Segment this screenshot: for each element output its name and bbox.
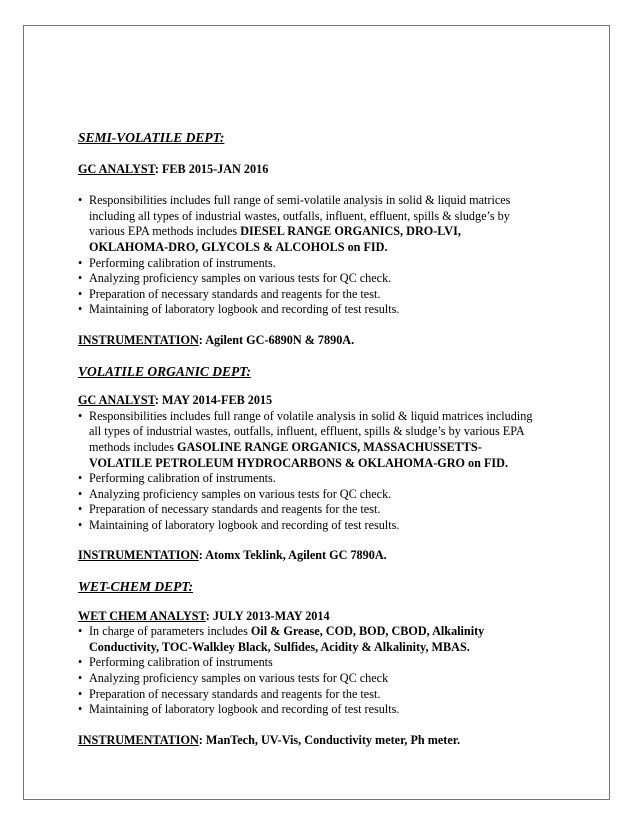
role-line — [78, 393, 543, 409]
list-item: • Performing calibration of instruments. — [78, 471, 276, 486]
list-item: • Analyzing proficiency samples on various tests for QC check. — [78, 486, 392, 501]
list-item: • Performing calibration of instruments. — [78, 255, 276, 270]
role-label: WET CHEM ANALYST — [78, 608, 206, 623]
responsibility-list — [78, 409, 543, 534]
instrumentation-line — [78, 333, 543, 349]
bullet: • — [78, 408, 83, 423]
bullet: • — [78, 193, 83, 208]
bullet: • — [78, 486, 83, 501]
list-item: • Preparation of necessary standards and reagents for the test. — [78, 686, 381, 701]
list-item: • Maintaining of laboratory logbook and recording of test results. — [78, 702, 400, 717]
bullet: • — [78, 286, 83, 301]
list-item: • Performing calibration of instruments — [78, 655, 273, 670]
bullet: • — [78, 517, 83, 532]
list-item: • Responsibilities includes full range of volatile analysis in solid & liquid matrices including all types of industrial wastes, outfalls, influent, effluent, spills & sludge’s by various EPA methods includes GASOLINE RANGE ORGANICS, MASSACHUSSETTS-VOLATILE PETROLEUM HYDROCARBONS & OKLAHOMA-GRO on FID. — [78, 408, 533, 470]
bullet: • — [78, 255, 83, 270]
list-item: • Responsibilities includes full range of semi-volatile analysis in solid & liquid matrices including all types of industrial wastes, outfalls, influent, effluent, spills & sludge’s by various EPA methods includes DIESEL RANGE ORGANICS, DRO-LVI, OKLAHOMA-DRO, GLYCOLS & ALCOHOLS on FID. — [78, 193, 511, 254]
instrumentation-label: INSTRUMENTATION — [78, 332, 199, 347]
bullet: • — [78, 302, 83, 317]
instrumentation-value: : Atomx Teklink, Agilent GC 7890A. — [198, 548, 387, 563]
instrumentation-line — [78, 548, 543, 564]
role-dates: : FEB 2015-JAN 2016 — [154, 161, 269, 176]
list-item: • Analyzing proficiency samples on various tests for QC check. — [78, 271, 392, 286]
section-heading-volatile-organic: VOLATILE ORGANIC DEPT: — [78, 363, 252, 379]
bullet: • — [78, 655, 83, 670]
role-line — [78, 609, 543, 625]
bullet: • — [78, 624, 83, 639]
list-item: • Maintaining of laboratory logbook and recording of test results. — [78, 517, 400, 532]
section-heading-semi-volatile: SEMI-VOLATILE DEPT: — [78, 130, 225, 145]
list-item: • In charge of parameters includes Oil & Grease, COD, BOD, CBOD, Alkalinity Conductivity, TOC-Walkley Black, Sulfides, Acidity & Alkalinity, MBAS. — [78, 624, 485, 654]
bullet: • — [78, 671, 83, 686]
role-line — [78, 162, 543, 178]
list-item: • Analyzing proficiency samples on various tests for QC check — [78, 671, 389, 686]
section-heading-wet-chem: WET-CHEM DEPT: — [78, 579, 194, 595]
instrumentation-label: INSTRUMENTATION — [78, 732, 199, 747]
list-item: • Preparation of necessary standards and reagents for the test. — [78, 502, 381, 517]
instrumentation-line — [78, 733, 543, 749]
responsibility-list — [78, 193, 543, 318]
role-label: GC ANALYST — [78, 161, 155, 176]
bullet: • — [78, 686, 83, 701]
responsibility-list — [78, 624, 543, 718]
bullet: • — [78, 471, 83, 486]
instrumentation-value: : Agilent GC-6890N & 7890A. — [198, 332, 355, 347]
role-label: GC ANALYST — [78, 393, 155, 408]
bullet: • — [78, 702, 83, 717]
role-dates: : JULY 2013-MAY 2014 — [205, 608, 330, 623]
bullet: • — [78, 271, 83, 286]
instrumentation-value: : ManTech, UV-Vis, Conductivity meter, Ph meter. — [198, 732, 461, 747]
list-item: • Preparation of necessary standards and reagents for the test. — [78, 286, 381, 301]
instrumentation-label: INSTRUMENTATION — [78, 548, 199, 563]
role-dates: : MAY 2014-FEB 2015 — [154, 393, 273, 408]
document-body — [78, 130, 543, 748]
bullet: • — [78, 502, 83, 517]
list-item: • Maintaining of laboratory logbook and recording of test results. — [78, 302, 400, 317]
